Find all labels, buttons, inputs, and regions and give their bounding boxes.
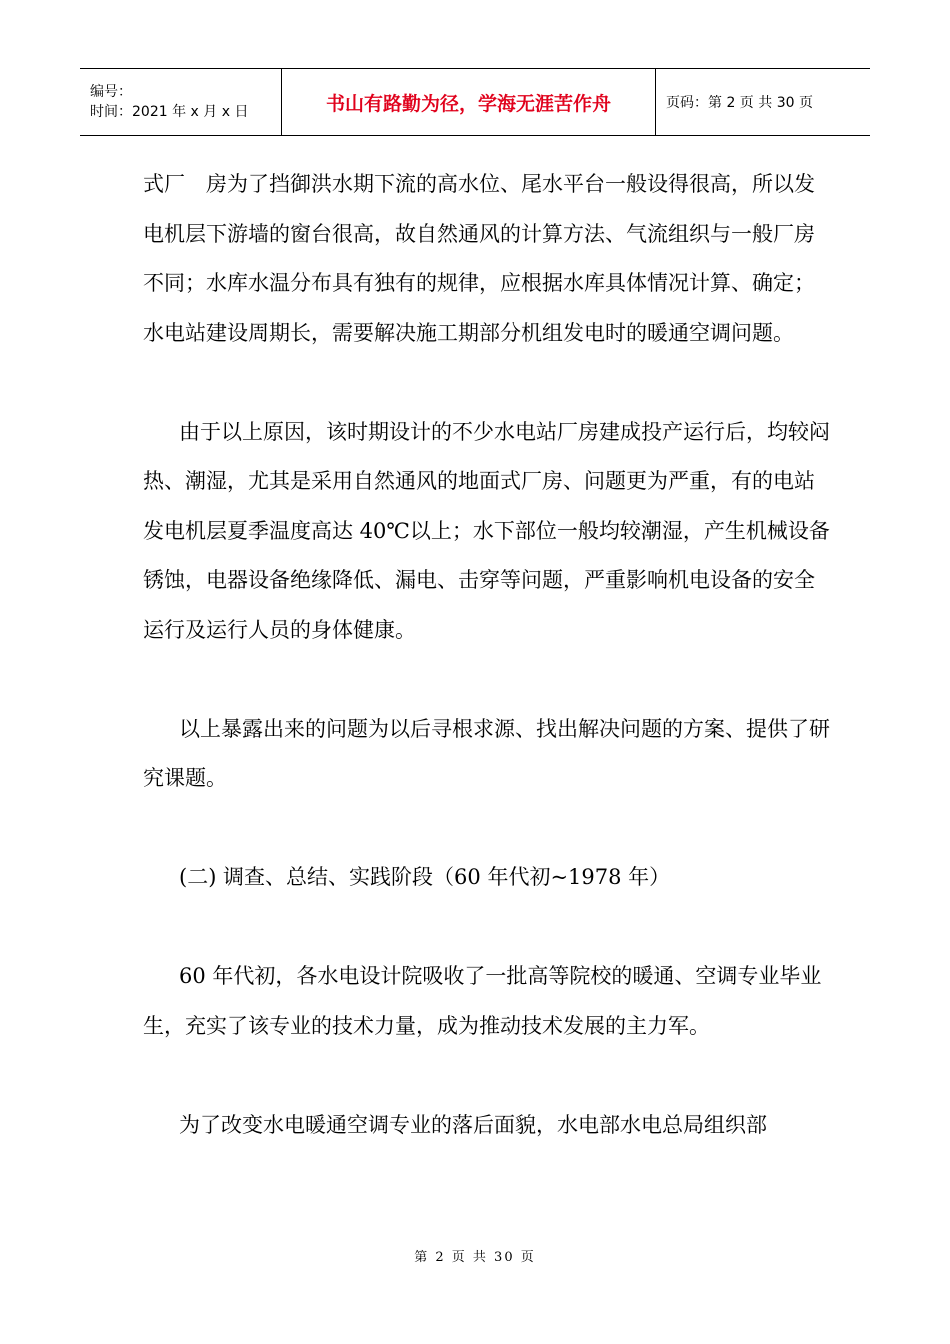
paragraph-3: 以上暴露出来的问题为以后寻根求源、找出解决问题的方案、提供了研究课题。 — [143, 716, 830, 790]
paragraph-5: 60 年代初，各水电设计院吸收了一批高等院校的暖通、空调专业毕业生，充实了该专业的技术力量，成为推动技术发展的主力军。 — [143, 964, 822, 1038]
paragraph-1: 式厂 房为了挡御洪水期下流的高水位、尾水平台一般设得很高，所以发电机层下游墙的窗台很高，故自然通风的计算方法、气流组织与一般厂房不同；水库水温分布具有独有的规律，应根据水库具体情况计算、确定；水电站建设周期长，需要解决施工期部分机组发电时的暖通空调问题。 — [143, 172, 815, 345]
header-meta — [80, 69, 282, 135]
header-motto — [282, 69, 656, 135]
document-time: 时间：2021 年 x 月 x 日 — [90, 104, 249, 120]
page-footer: 第 2 页 共 30 页 — [414, 1250, 536, 1265]
motto-text: 书山有路勤为径，学海无涯苦作舟 — [325, 92, 611, 115]
paragraph-6: 为了改变水电暖通空调专业的落后面貌，水电部水电总局组织部 — [179, 1112, 767, 1137]
page-info-text: 页码：第 2 页 共 30 页 — [666, 95, 813, 111]
document-body — [143, 160, 833, 1150]
header-page-info — [656, 69, 870, 135]
paragraph-2: 由于以上原因，该时期设计的不少水电站厂房建成投产运行后，均较闷热、潮湿，尤其是采用自然通风的地面式厂房、问题更为严重，有的电站发电机层夏季温度高达 40℃以上；水下部位一般均较潮湿，产生机械设备锈蚀，电器设备绝缘降低、漏电、击穿等问题，严重影响机电设备的安全运行及运行人员的身体健康。 — [143, 419, 830, 642]
document-number: 编号： — [90, 84, 132, 100]
section-heading: (二) 调查、总结、实践阶段（60 年代初~1978 年） — [179, 865, 671, 889]
page-header — [80, 68, 870, 136]
